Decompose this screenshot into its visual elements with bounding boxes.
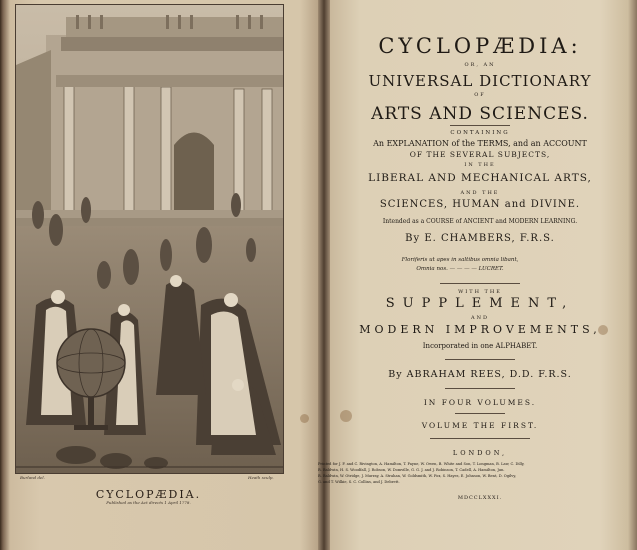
latin-motto-line-2: Omnia nos. — — — — LUCRET. [416,266,504,272]
sciences-line: SCIENCES, HUMAN and DIVINE. [379,199,581,210]
author-chambers: By E. CHAMBERS, F.R.S. [405,233,555,244]
with-the-label: WITH THE [458,289,502,295]
printers-line-4: G. and T. Wilkie, S. C. Collins, and J. Debrett. [318,480,400,484]
book-title: CYCLOPÆDIA: [378,34,582,58]
foxing-stain [340,410,352,422]
engraving-credit-left: Burland del. [20,475,45,480]
printers-line-2: R. Baldwin, H. S. Woodfall, J. Robson, W. Domville, G. G. J. and J. Robinson, T. Cadell, A. Hamilton, Jun. [318,468,505,472]
subtitle-or-an: OR, AN [464,62,496,68]
plate-caption: CYCLOPÆDIA. [95,488,202,501]
incorporated-line: Incorporated in one ALPHABET. [422,342,538,350]
engraving-image [16,5,283,473]
latin-motto-line-1: Floriferis ut apes in saltibus omnia libant, [401,257,519,263]
four-volumes-line: IN FOUR VOLUMES. [423,398,537,407]
intended-line: Intended as a COURSE of ANCIENT and MODERN LEARNING. [382,218,578,225]
foxing-stain [300,414,309,423]
volume-first-line: VOLUME THE FIRST. [421,421,539,430]
divider-rule-3 [445,359,515,360]
frontispiece-engraving [15,4,284,474]
explanation-line-2: OF THE SEVERAL SUBJECTS, [409,150,551,159]
containing-label: CONTAINING [450,130,510,136]
in-the-label: IN THE [464,162,496,168]
printers-line-3: R. Baldwin, W. Otridge, J. Murray, A. Strahan, W. Goldsmith, W. Fox, S. Hayes, E. Johnson, W. Bent, D. Ogilvy, [318,474,517,478]
liberal-arts-line: LIBERAL AND MECHANICAL ARTS, [368,172,592,184]
engraving-credit-right: Heath sculp. [248,475,274,480]
printers-line-1: Printed for J. F. and C. Rivington, A. Hamilton, T. Payne, W. Owen, B. White and Son, T. Longman, B. Law, C. Dilly, [318,462,525,466]
publication-line: Published as the Act directs 1 April 1778. [106,500,191,505]
and-label: AND [471,315,489,321]
divider-rule-5 [455,413,505,414]
foxing-stain [598,325,608,335]
subtitle-arts-and-sciences: ARTS AND SCIENCES. [371,104,589,124]
subtitle-universal-dictionary: UNIVERSAL DICTIONARY [368,72,592,90]
divider-rule [450,125,510,126]
author-rees: By ABRAHAM REES, D.D. F.R.S. [388,369,572,380]
title-page [318,0,630,550]
supplement-line: SUPPLEMENT, [385,296,575,311]
publication-date: MDCCLXXXI. [457,495,503,501]
modern-improvements-line: MODERN IMPROVEMENTS, [359,323,601,336]
divider-rule-2 [440,283,520,284]
explanation-line-1: An EXPLANATION of the TERMS, and an ACCOUNT [373,139,587,148]
imprint-london: LONDON, [452,449,508,457]
and-the-label: AND THE [460,190,500,196]
divider-rule-4 [445,388,515,389]
subtitle-of: OF [474,92,486,98]
divider-rule-6 [430,438,530,439]
